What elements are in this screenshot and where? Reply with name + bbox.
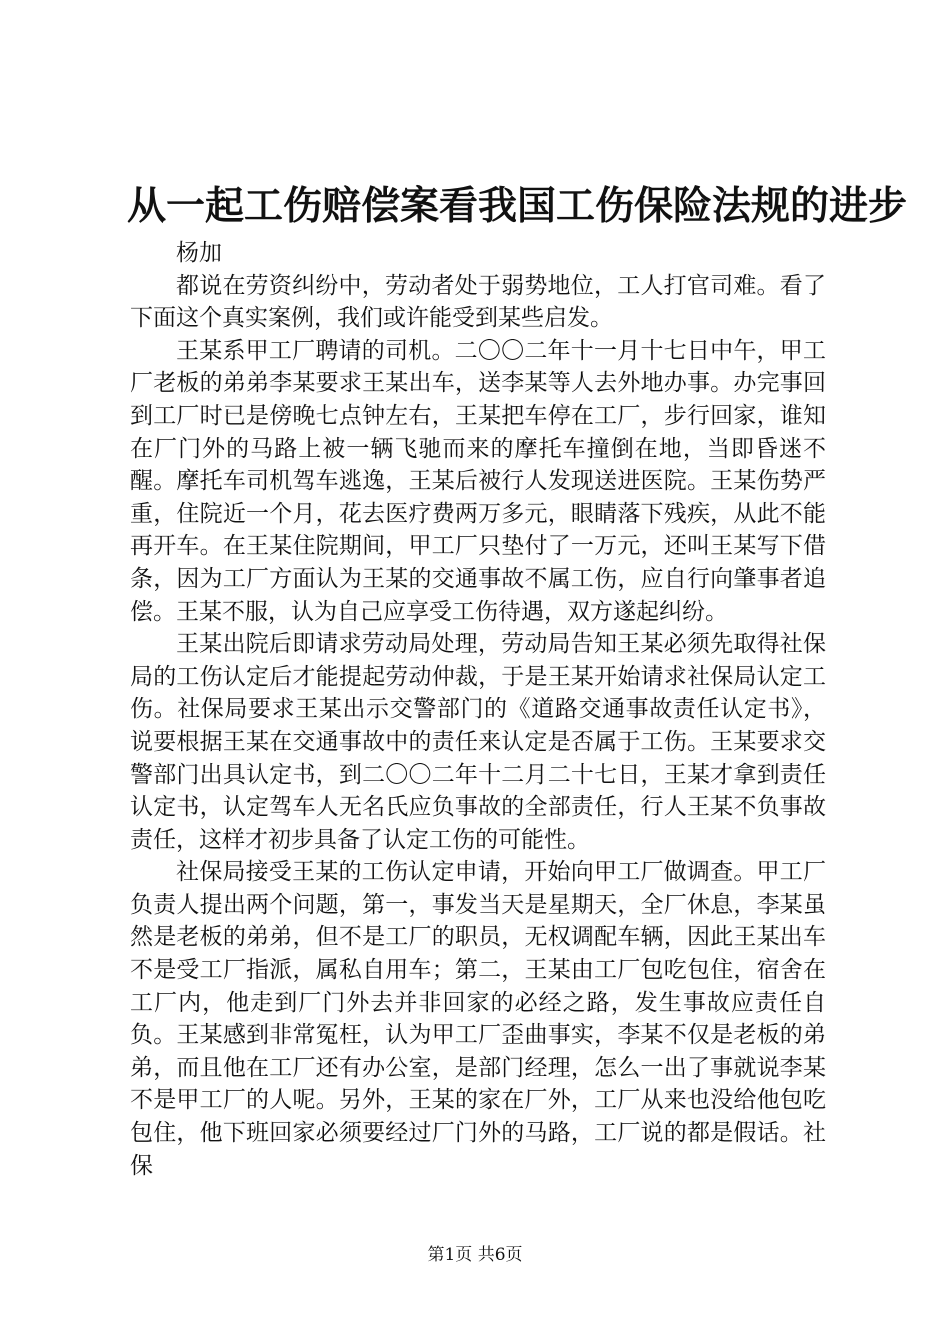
paragraph: 社保局接受王某的工伤认定申请，开始向甲工厂做调查。甲工厂负责人提出两个问题，第一，事发当天是星期天，全厂休息，李某虽然是老板的弟弟，但不是工厂的职员，无权调配车辆，因此王某出车不是受工厂指派，属私自用车；第二，王某由工厂包吃包住，宿舍在工厂内，他走到厂门外去并非回家的必经之路，发生事故应责任自负。王某感到非常冤枉，认为甲工厂歪曲事实，李某不仅是老板的弟弟，而且他在工厂还有办公室，是部门经理，怎么一出了事就说李某不是甲工厂的人呢。另外，王某的家在厂外，工厂从来也没给他包吃包住，他下班回家必须要经过厂门外的马路，工厂说的都是假话。社保 [130, 859, 826, 1179]
document-body [130, 237, 826, 1182]
paragraph: 王某出院后即请求劳动局处理，劳动局告知王某必须先取得社保局的工伤认定后才能提起劳动仲裁，于是王某开始请求社保局认定工伤。社保局要求王某出示交警部门的《道路交通事故责任认定书》，说要根据王某在交通事故中的责任来认定是否属于工伤。王某要求交警部门出具认定书，到二〇〇二年十二月二十七日，王某才拿到责任认定书，认定驾车人无名氏应负事故的全部责任，行人王某不负事故责任，这样才初步具备了认定工伤的可能性。 [130, 631, 826, 853]
document-title: 从一起工伤赔偿案看我国工伤保险法规的进步 [127, 183, 908, 229]
author-name: 杨加 [176, 240, 222, 266]
page-footer: 第1页 共6页 [427, 1245, 523, 1265]
paragraph: 王某系甲工厂聘请的司机。二〇〇二年十一月十七日中午，甲工厂老板的弟弟李某要求王某出车，送李某等人去外地办事。办完事回到工厂时已是傍晚七点钟左右，王某把车停在工厂，步行回家，谁知在厂门外的马路上被一辆飞驰而来的摩托车撞倒在地，当即昏迷不醒。摩托车司机驾车逃逸，王某后被行人发现送进医院。王某伤势严重，住院近一个月，花去医疗费两万多元，眼睛落下残疾，从此不能再开车。在王某住院期间，甲工厂只垫付了一万元，还叫王某写下借条，因为工厂方面认为王某的交通事故不属工伤，应自行向肇事者追偿。王某不服，认为自己应享受工伤待遇，双方遂起纠纷。 [130, 337, 826, 625]
paragraph: 都说在劳资纠纷中，劳动者处于弱势地位，工人打官司难。看了下面这个真实案例，我们或许能受到某些启发。 [130, 272, 826, 332]
